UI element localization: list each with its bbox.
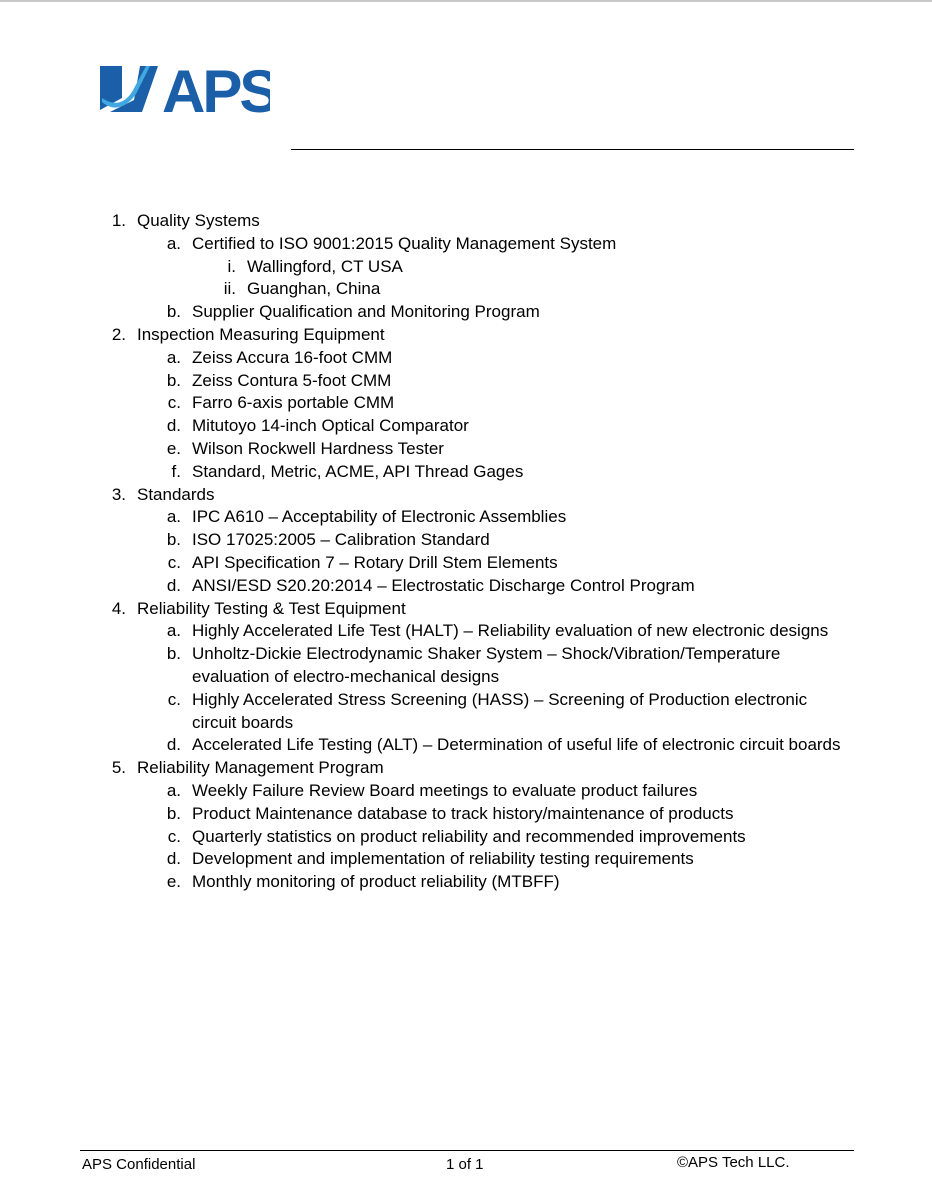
list-item-text: Quarterly statistics on product reliability and recommended improvements <box>192 826 746 846</box>
list-item <box>0 438 932 461</box>
list-item <box>0 575 932 598</box>
list-item-text: Product Maintenance database to track history/maintenance of products <box>192 803 734 823</box>
list-marker: 3. <box>111 484 126 504</box>
list-item-text: IPC A610 – Acceptability of Electronic Assemblies <box>192 507 567 527</box>
list-marker: 2. <box>111 324 126 344</box>
list-item <box>0 506 932 529</box>
list-marker: f. <box>171 461 181 481</box>
list-item <box>0 392 932 415</box>
list-marker: e. <box>166 438 181 458</box>
sub-list-item <box>0 278 932 301</box>
list-item-text: Certified to ISO 9001:2015 Quality Management System <box>192 233 617 253</box>
list-item-text: ANSI/ESD S20.20:2014 – Electrostatic Discharge Control Program <box>192 575 695 595</box>
list-marker: d. <box>166 849 181 869</box>
list-marker: a. <box>166 507 181 527</box>
list-marker: b. <box>166 530 181 550</box>
list-marker: a. <box>166 780 181 800</box>
section-heading <box>0 210 932 233</box>
list-item-text: Mitutoyo 14-inch Optical Comparator <box>192 416 469 436</box>
list-item-text: Monthly monitoring of product reliability (MTBFF) <box>192 872 560 892</box>
list-item-text: Quality Systems <box>137 211 260 230</box>
list-item <box>0 643 932 689</box>
list-item-text: ISO 17025:2005 – Calibration Standard <box>192 530 490 550</box>
list-item <box>0 233 932 256</box>
document-outline <box>0 210 932 894</box>
list-marker: e. <box>166 872 181 892</box>
list-item <box>0 461 932 484</box>
list-item-text: Unholtz-Dickie Electrodynamic Shaker System – Shock/Vibration/Temperature evaluation of electro-mechanical designs <box>192 644 781 686</box>
list-item-text: Zeiss Contura 5-foot CMM <box>192 370 392 390</box>
list-marker: b. <box>166 644 181 664</box>
list-item-text: Reliability Testing & Test Equipment <box>137 598 406 618</box>
list-item <box>0 848 932 871</box>
footer-copyright: ©APS Tech LLC. <box>677 1154 790 1171</box>
logo-text: APS <box>162 62 270 116</box>
list-item <box>0 620 932 643</box>
list-item-text: Supplier Qualification and Monitoring Program <box>192 302 540 322</box>
list-marker: c. <box>167 826 181 846</box>
section-heading <box>0 324 932 347</box>
list-item-text: API Specification 7 – Rotary Drill Stem Elements <box>192 552 558 572</box>
list-item <box>0 734 932 757</box>
list-marker: c. <box>167 689 181 709</box>
list-item <box>0 780 932 803</box>
list-item-text: Highly Accelerated Stress Screening (HASS) – Screening of Production electronic circuit boards <box>192 689 808 732</box>
list-item-text: Inspection Measuring Equipment <box>137 324 385 344</box>
list-item <box>0 826 932 849</box>
footer-divider <box>80 1150 854 1151</box>
list-marker: ii. <box>223 279 236 299</box>
list-item-text: Farro 6-axis portable CMM <box>192 393 395 413</box>
list-marker: 4. <box>111 598 126 618</box>
sub-list-item <box>0 256 932 279</box>
list-marker: a. <box>166 233 181 253</box>
list-item <box>0 301 932 324</box>
list-marker: c. <box>167 393 181 413</box>
list-item-text: Highly Accelerated Life Test (HALT) – Reliability evaluation of new electronic designs <box>192 621 829 641</box>
list-item-text: Development and implementation of reliability testing requirements <box>192 849 694 869</box>
list-item-text: Wilson Rockwell Hardness Tester <box>192 438 444 458</box>
list-marker: b. <box>166 803 181 823</box>
list-item-text: Wallingford, CT USA <box>247 256 403 276</box>
header-divider <box>291 149 854 150</box>
list-item <box>0 415 932 438</box>
list-item-text: Weekly Failure Review Board meetings to evaluate product failures <box>192 780 698 800</box>
section-heading <box>0 598 932 621</box>
list-marker: c. <box>167 552 181 572</box>
list-item <box>0 689 932 735</box>
list-item-text: Standard, Metric, ACME, API Thread Gages <box>192 461 524 481</box>
list-item <box>0 370 932 393</box>
aps-logo-icon <box>100 62 270 116</box>
aps-logo <box>100 62 270 116</box>
list-item <box>0 347 932 370</box>
list-marker: b. <box>166 302 181 322</box>
section-heading <box>0 484 932 507</box>
page-number: 1 of 1 <box>446 1156 484 1173</box>
list-marker: 1. <box>111 211 126 230</box>
list-item <box>0 871 932 894</box>
list-item <box>0 529 932 552</box>
list-marker: 5. <box>111 758 126 778</box>
list-marker: a. <box>166 347 181 367</box>
footer-confidential: APS Confidential <box>82 1156 196 1173</box>
list-item-text: Zeiss Accura 16-foot CMM <box>192 347 393 367</box>
list-item <box>0 552 932 575</box>
list-marker: a. <box>166 621 181 641</box>
list-marker: b. <box>166 370 181 390</box>
list-marker: d. <box>166 735 181 755</box>
list-item-text: Reliability Management Program <box>137 758 384 778</box>
list-marker: i. <box>227 256 236 276</box>
section-heading <box>0 757 932 780</box>
list-item-text: Standards <box>137 484 215 504</box>
list-marker: d. <box>166 575 181 595</box>
list-item-text: Accelerated Life Testing (ALT) – Determination of useful life of electronic circuit boards <box>192 735 841 755</box>
list-item <box>0 803 932 826</box>
list-marker: d. <box>166 416 181 436</box>
list-item-text: Guanghan, China <box>247 279 381 299</box>
